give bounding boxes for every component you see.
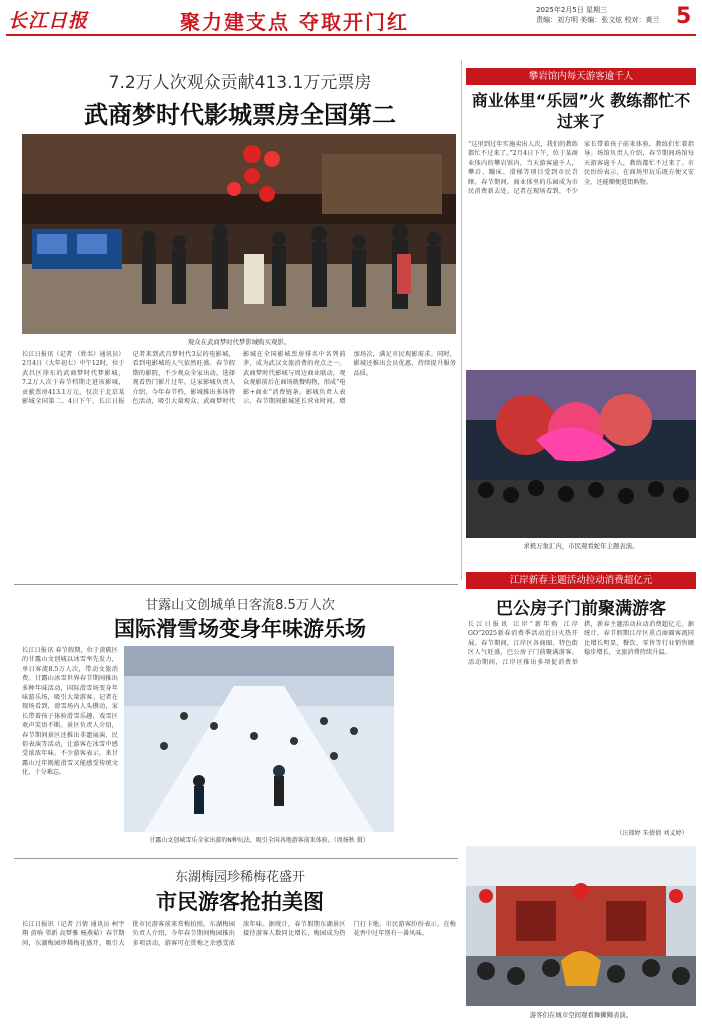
ski-photo-caption: 甘露山文创城雪乐全家出游的N种玩法，吸引全国各地游客前来体验。（周扬秋 摄）: [149, 837, 369, 844]
right-bottom-headline: 巴公房子门前聚满游客: [496, 599, 666, 619]
ski-headline: 国际滑雪场变身年味游乐场: [114, 617, 366, 641]
right-bottom-byline: （汪郎婷 朱倩倩 刘义婷）: [616, 830, 688, 837]
right-top-photo-caption: 求极万象汇内，市民观看蛇年主题表演。: [523, 542, 639, 550]
issue-editors: 责编：刘方明 美编：张文炫 校对：黄兰: [536, 16, 660, 24]
lion-dance-photo: [466, 846, 696, 1006]
section-divider-left: [14, 584, 458, 585]
right-top-body: “这里到过年实施卖出人次，我们的教练都忙不过来了。”2月4日下午，位于某商业体内的攀岩馆内，当天游客逾千人，攀岩、蹦床、滑梯等项目受到市民青睐。春节期间，商业体里的乐园成为市民消费新去处。记者在现场看到，不少家长带着孩子前来体验，教练们忙着指导。场馆负责人介绍，春节期间场馆每天游客逾千人，教练都忙不过来了。市民纷纷表示，在商场里玩乐既方便又安全，还能顺便逛街购物。: [468, 141, 694, 196]
main-body: 长江日报讯（记者 （姓名）通讯员）2月4日（大年初七）中午12时，位于武昌区徐东的武商梦时代梦影城，7.2万人次于春节档期走进该影城，贡献票房413.1万元，仅次于北京某影城全国第二。4日下午，长江日报记者来到武昌梦时代3层的电影城，看到电影城的人气依然旺盛。春节假期的影院，不少观众全家出动，选择观看热门影片过年。这家影城负责人介绍，今年春节档，影城推出多场特色活动，吸引大量观众。武商梦时代影城在全国影城票房排名中名列前茅，成为武汉文旅消费的亮点之一。武商梦时代影城与周边商业联动，观众观影前后在商场就餐购物，形成“电影+商业”消费链条。影城负责人表示，春节期间影城延长营业时间，增加场次，满足市民观影需求。同时，影城还推出会员优惠，持续提升服务品质。: [22, 351, 456, 406]
newspaper-brand: 长江日报: [8, 10, 89, 32]
market-kicker: 东湖梅园珍稀梅花盛开: [174, 870, 305, 885]
masthead-rule: [6, 34, 696, 36]
right-top-band: 攀岩馆内每天游客逾千人: [466, 68, 696, 85]
right-top-headline: 商业体里“乐园”火 教练都忙不过来了: [471, 91, 691, 131]
issue-date: 2025年2月5日 星期三: [536, 6, 607, 14]
issue-meta: [536, 5, 659, 25]
right-bottom-photo-caption: 游客们在城市空间观看舞狮狮表演。: [529, 1011, 633, 1019]
page-number: 5: [676, 4, 692, 29]
ski-body: 长江日报讯 春节假期，位于黄陂区的甘露山文创城以冰雪率先发力，单日客流8.5万人次，带动文旅消费。甘露山冰雪世界春节期间推出多种年味活动，国际滑雪场变身年味游乐场，吸引大量游客。记者在现场看到，滑雪场内人头攒动，家长带着孩子体验滑雪乐趣，戏雪区欢声笑语不断。景区负责人介绍，春节期间景区还推出非遗展演、民俗表演等活动，让游客在冰雪中感受浓浓年味。不少游客表示，来甘露山过年既能滑雪又能感受传统文化，十分难忘。: [22, 647, 118, 777]
section-title: 聚力建支点 夺取开门红: [180, 10, 409, 34]
snake-show-photo: [466, 370, 696, 538]
market-headline: 市民游客抢拍美图: [156, 890, 324, 914]
main-photo-caption: 观众在武商梦时代梦影城购买观影。: [187, 338, 291, 346]
section-divider-left-2: [14, 858, 458, 859]
ski-slope-photo: [124, 646, 394, 832]
right-bottom-body: 长江日报讯 江岸“新年购 江岸GO”2025新春消费季活动近日火热开展。春节期间，江岸区各商圈、特色街区人气旺盛，巴公房子门前聚满游客。活动期间，江岸区推出多项促消费举措，新春主题活动拉动消费超亿元。据统计，春节假期江岸区重点商圈客流同比增长明显，餐饮、零售等行业销售额稳步增长，文旅消费持续升温。: [468, 621, 694, 666]
column-divider: [461, 60, 462, 580]
main-kicker: 7.2万人次观众贡献413.1万元票房: [108, 73, 372, 93]
main-headline: 武商梦时代影城票房全国第二: [84, 101, 396, 129]
cinema-lobby-photo: [22, 134, 456, 334]
right-bottom-band: 江岸新春主题活动拉动消费超亿元: [466, 572, 696, 589]
masthead: [0, 0, 702, 34]
ski-kicker: 甘露山文创城单日客流8.5万人次: [145, 598, 335, 613]
market-body: 长江日报讯（记者 吕倩 通讯员 柯宇翔 黄响 邻新 高梦雅 杨燕茹）春节期间，东湖梅园珍稀梅花盛开，吸引大批市民游客前来赏梅拍照。东湖梅园负责人介绍，今年春节期间梅园推出多项活动，游客可在赏梅之余感受浓浓年味。据统计，春节假期东湖景区接待游客人数同比增长，梅园成为热门打卡地。市民游客纷纷表示，在梅花香中过年别有一番风味。: [22, 921, 456, 947]
